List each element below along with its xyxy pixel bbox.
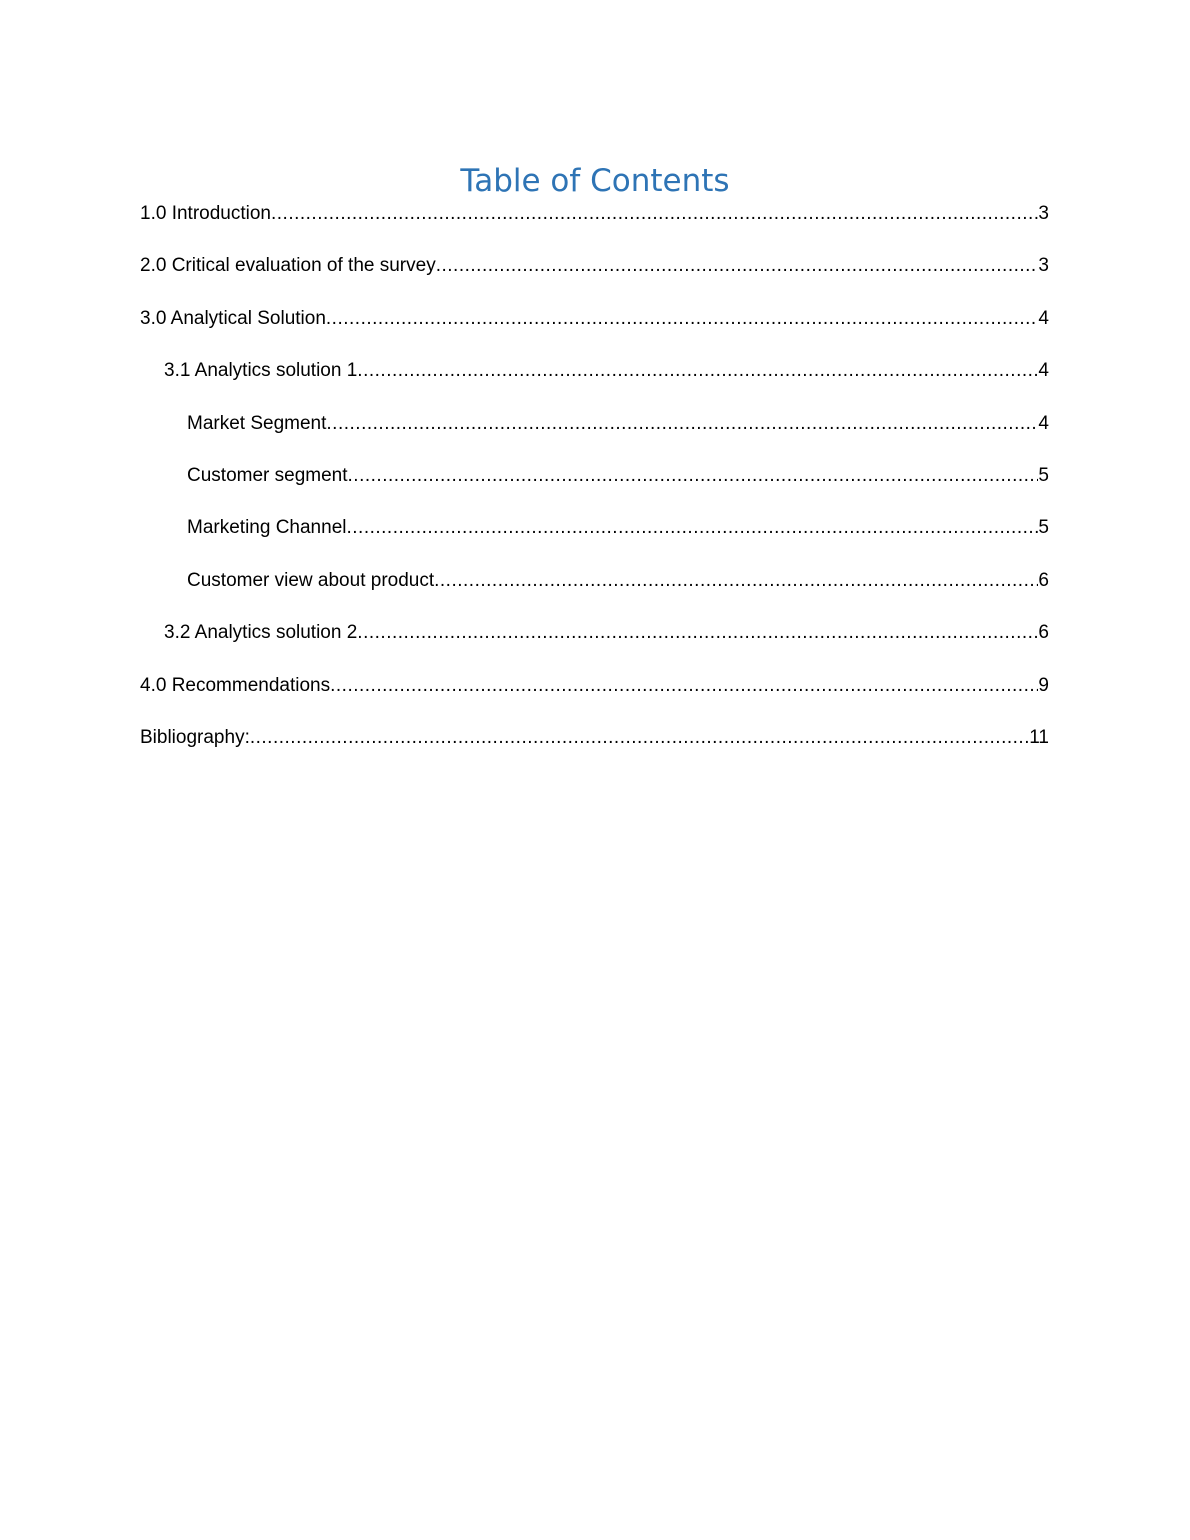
dot-leader	[357, 619, 1038, 647]
toc-entry[interactable]	[140, 462, 1049, 514]
toc-entry-label: 4.0 Recommendations	[140, 674, 331, 696]
toc-entry[interactable]	[140, 357, 1049, 409]
toc-entry-page: 5	[1038, 464, 1049, 486]
toc-entry[interactable]	[140, 410, 1049, 462]
dot-leader	[271, 200, 1038, 228]
toc-entry-page: 9	[1038, 674, 1049, 696]
dot-leader	[348, 462, 1039, 490]
toc-entry-label: 3.0 Analytical Solution	[140, 307, 326, 329]
toc-entry-page: 6	[1038, 622, 1049, 644]
toc-entry[interactable]	[140, 567, 1049, 619]
toc-entry[interactable]	[140, 724, 1049, 776]
toc-entry-label: 2.0 Critical evaluation of the survey	[140, 255, 436, 277]
toc-entry-label: Marketing Channel	[187, 517, 347, 539]
dot-leader	[434, 567, 1038, 595]
toc-entry-label: Customer view about product	[187, 569, 435, 591]
toc-entry[interactable]	[140, 305, 1049, 357]
toc-list	[140, 200, 1049, 776]
toc-entry-label: 3.2 Analytics solution 2	[164, 622, 358, 644]
toc-entry-page: 6	[1038, 569, 1049, 591]
toc-entry-label: Bibliography:	[140, 726, 250, 748]
toc-entry-page: 4	[1038, 412, 1049, 434]
toc-entry-page: 11	[1029, 726, 1049, 748]
dot-leader	[250, 724, 1029, 752]
toc-entry-page: 3	[1038, 255, 1049, 277]
toc-title: Table of Contents	[460, 163, 730, 199]
toc-entry-page: 4	[1038, 360, 1049, 382]
toc-entry-page: 3	[1038, 203, 1049, 224]
toc-entry[interactable]	[140, 672, 1049, 724]
toc-entry-label: 3.1 Analytics solution 1	[164, 360, 358, 382]
toc-entry[interactable]	[140, 200, 1049, 252]
dot-leader	[357, 357, 1038, 385]
dot-leader	[326, 305, 1039, 333]
toc-entry[interactable]	[140, 252, 1049, 304]
toc-entry-page: 4	[1038, 307, 1049, 329]
toc-entry-label: Market Segment	[187, 412, 327, 434]
dot-leader	[346, 514, 1038, 542]
toc-entry-label: Customer segment	[187, 464, 348, 486]
toc-entry-label: 1.0 Introduction	[140, 203, 271, 224]
dot-leader	[330, 672, 1038, 700]
dot-leader	[436, 252, 1039, 280]
toc-entry[interactable]	[140, 619, 1049, 671]
dot-leader	[326, 410, 1038, 438]
toc-entry[interactable]	[140, 514, 1049, 566]
toc-entry-page: 5	[1038, 517, 1049, 539]
